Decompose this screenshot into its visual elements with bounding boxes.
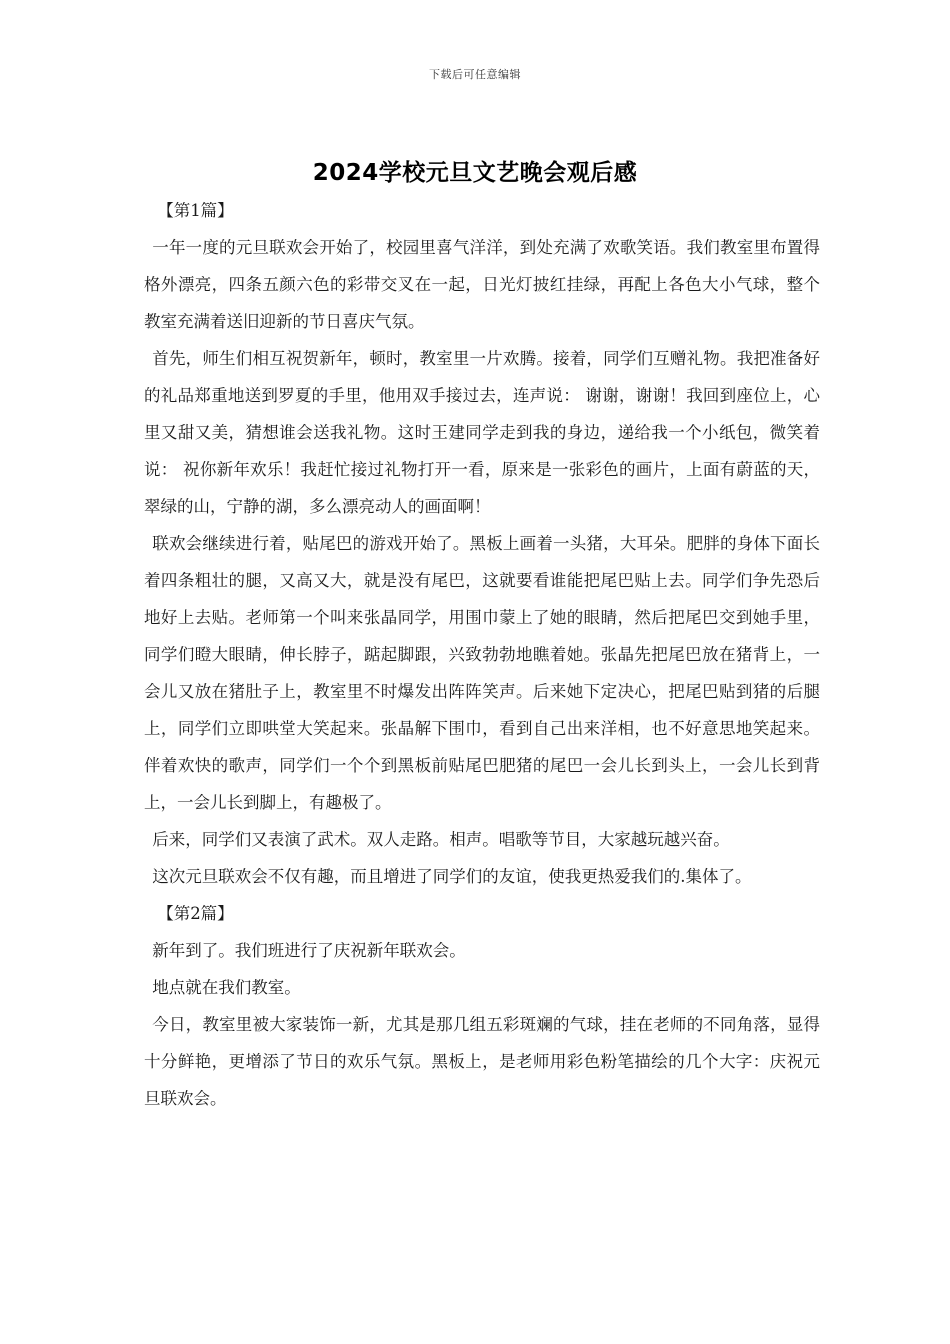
header-note: 下载后可任意编辑 xyxy=(429,68,521,81)
paragraph: 一年一度的元旦联欢会开始了，校园里喜气洋洋，到处充满了欢歌笑语。我们教室里布置得格外漂亮，四条五颜六色的彩带交叉在一起，日光灯披红挂绿，再配上各色大小气球，整个教室充满着送旧迎新的节日喜庆气氛。 xyxy=(144,238,820,331)
document-title: 2024学校元旦文艺晚会观后感 xyxy=(312,160,638,186)
section-heading: 【第2篇】 xyxy=(157,904,234,923)
paragraph: 地点就在我们教室。 xyxy=(152,978,301,997)
paragraph: 新年到了。我们班进行了庆祝新年联欢会。 xyxy=(152,941,466,960)
paragraph: 这次元旦联欢会不仅有趣，而且增进了同学们的友谊，使我更热爱我们的.集体了。 xyxy=(152,867,752,886)
document-body xyxy=(144,192,820,1117)
paragraph: 联欢会继续进行着，贴尾巴的游戏开始了。黑板上画着一头猪，大耳朵。肥胖的身体下面长着四条粗壮的腿，又高又大，就是没有尾巴，这就要看谁能把尾巴贴上去。同学们争先恐后地好上去贴。老师第一个叫来张晶同学，用围巾蒙上了她的眼睛，然后把尾巴交到她手里，同学们瞪大眼睛，伸长脖子，踮起脚跟，兴致勃勃地瞧着她。张晶先把尾巴放在猪背上，一会儿又放在猪肚子上，教室里不时爆发出阵阵笑声。后来她下定决心，把尾巴贴到猪的后腿上，同学们立即哄堂大笑起来。张晶解下围巾，看到自己出来洋相，也不好意思地笑起来。伴着欢快的歌声，同学们一个个到黑板前贴尾巴肥猪的尾巴一会儿长到头上，一会儿长到背上，一会儿长到脚上，有趣极了。 xyxy=(144,534,820,812)
paragraph: 后来，同学们又表演了武术。双人走路。相声。唱歌等节目，大家越玩越兴奋。 xyxy=(152,830,730,849)
section-heading: 【第1篇】 xyxy=(157,201,234,220)
paragraph: 首先，师生们相互祝贺新年，顿时，教室里一片欢腾。接着，同学们互赠礼物。我把准备好的礼品郑重地送到罗夏的手里，他用双手接过去，连声说： 谢谢，谢谢！我回到座位上，心里又甜又美，猜想谁会送我礼物。这时王建同学走到我的身边，递给我一个小纸包，微笑着说： 祝你新年欢乐！我赶忙接过礼物打开一看，原来是一张彩色的画片，上面有蔚蓝的天，翠绿的山，宁静的湖，多么漂亮动人的画面啊！ xyxy=(144,349,820,516)
paragraph: 今日，教室里被大家装饰一新，尤其是那几组五彩斑斓的气球，挂在老师的不同角落，显得十分鲜艳，更增添了节日的欢乐气氛。黑板上，是老师用彩色粉笔描绘的几个大字：庆祝元旦联欢会。 xyxy=(144,1015,820,1108)
